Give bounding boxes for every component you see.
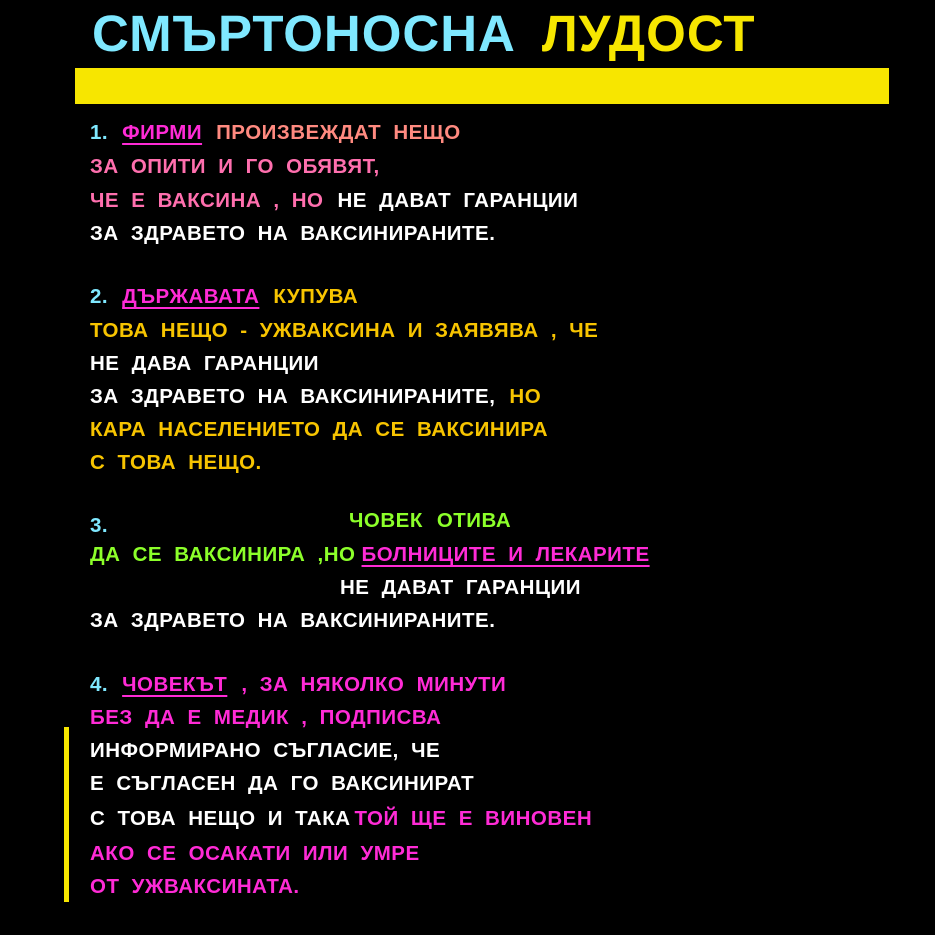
- p3-text-1: ОТИВА: [436, 509, 512, 532]
- p3-text-2a: ДА СЕ ВАКСИНИРА ,НО: [90, 543, 356, 566]
- p3-number: 3.: [90, 514, 109, 537]
- p4-text-5a: С ТОВА НЕЩО И ТАКА: [90, 807, 351, 830]
- p4-subject: ЧОВЕКЪТ: [122, 673, 228, 696]
- p3-text-2b: БОЛНИЦИТЕ И ЛЕКАРИТЕ: [361, 543, 650, 566]
- p1-number: 1.: [90, 121, 109, 144]
- p1-line-3: [90, 188, 578, 214]
- p4-line-1: [90, 672, 506, 698]
- p2-text-4b: НО: [509, 385, 542, 408]
- side-accent-bar: [64, 727, 69, 902]
- p4-text-1: , ЗА НЯКОЛКО МИНУТИ: [241, 673, 507, 696]
- p1-text-3b: НЕ ДАВАТ ГАРАНЦИИ: [337, 189, 579, 212]
- p3-line-4: ЗА ЗДРАВЕТО НА ВАКСИНИРАНИТЕ.: [90, 609, 496, 632]
- p4-line-3: ИНФОРМИРАНО СЪГЛАСИЕ, ЧЕ: [90, 739, 441, 762]
- p4-line-7: ОТ УЖВАКСИНАТА.: [90, 875, 300, 898]
- p4-line-4: Е СЪГЛАСЕН ДА ГО ВАКСИНИРАТ: [90, 772, 475, 795]
- p2-line-1: [90, 284, 358, 310]
- p3-line-3: НЕ ДАВАТ ГАРАНЦИИ: [340, 576, 581, 599]
- p4-number: 4.: [90, 673, 109, 696]
- p4-line-5: [90, 806, 592, 832]
- p3-subject: ЧОВЕК: [349, 509, 423, 532]
- p2-text-1: КУПУВА: [273, 285, 359, 308]
- p2-line-5: КАРА НАСЕЛЕНИЕТО ДА СЕ ВАКСИНИРА: [90, 418, 549, 441]
- page-title: [92, 4, 756, 64]
- title-part-2: ЛУДОСТ: [541, 5, 756, 62]
- p2-subject: ДЪРЖАВАТА: [122, 285, 260, 308]
- p2-number: 2.: [90, 285, 109, 308]
- p4-text-5b: ТОЙ ЩЕ Е ВИНОВЕН: [354, 807, 593, 830]
- p1-line-4: ЗА ЗДРАВЕТО НА ВАКСИНИРАНИТЕ.: [90, 222, 496, 245]
- p2-text-4a: ЗА ЗДРАВЕТО НА ВАКСИНИРАНИТЕ,: [90, 385, 496, 408]
- p2-line-6: С ТОВА НЕЩО.: [90, 451, 262, 474]
- p2-line-3: НЕ ДАВА ГАРАНЦИИ: [90, 352, 319, 375]
- title-underline-bar: [75, 68, 889, 104]
- p1-line-2: ЗА ОПИТИ И ГО ОБЯВЯТ,: [90, 155, 380, 178]
- p2-line-4: [90, 384, 541, 410]
- p3-line-2: [90, 542, 650, 568]
- p1-text-1: ПРОИЗВЕЖДАТ НЕЩО: [216, 121, 461, 144]
- p1-text-3a: ЧЕ Е ВАКСИНА , НО: [90, 189, 324, 212]
- p1-subject: ФИРМИ: [122, 121, 203, 144]
- p2-line-2: ТОВА НЕЩО - УЖВАКСИНА И ЗАЯВЯВА , ЧЕ: [90, 319, 599, 342]
- title-part-1: СМЪРТОНОСНА: [92, 5, 516, 62]
- p1-line-1: [90, 120, 461, 146]
- p4-line-2: БЕЗ ДА Е МЕДИК , ПОДПИСВА: [90, 706, 442, 729]
- p3-line-1: [349, 508, 511, 534]
- p4-line-6: АКО СЕ ОСАКАТИ ИЛИ УМРЕ: [90, 842, 420, 865]
